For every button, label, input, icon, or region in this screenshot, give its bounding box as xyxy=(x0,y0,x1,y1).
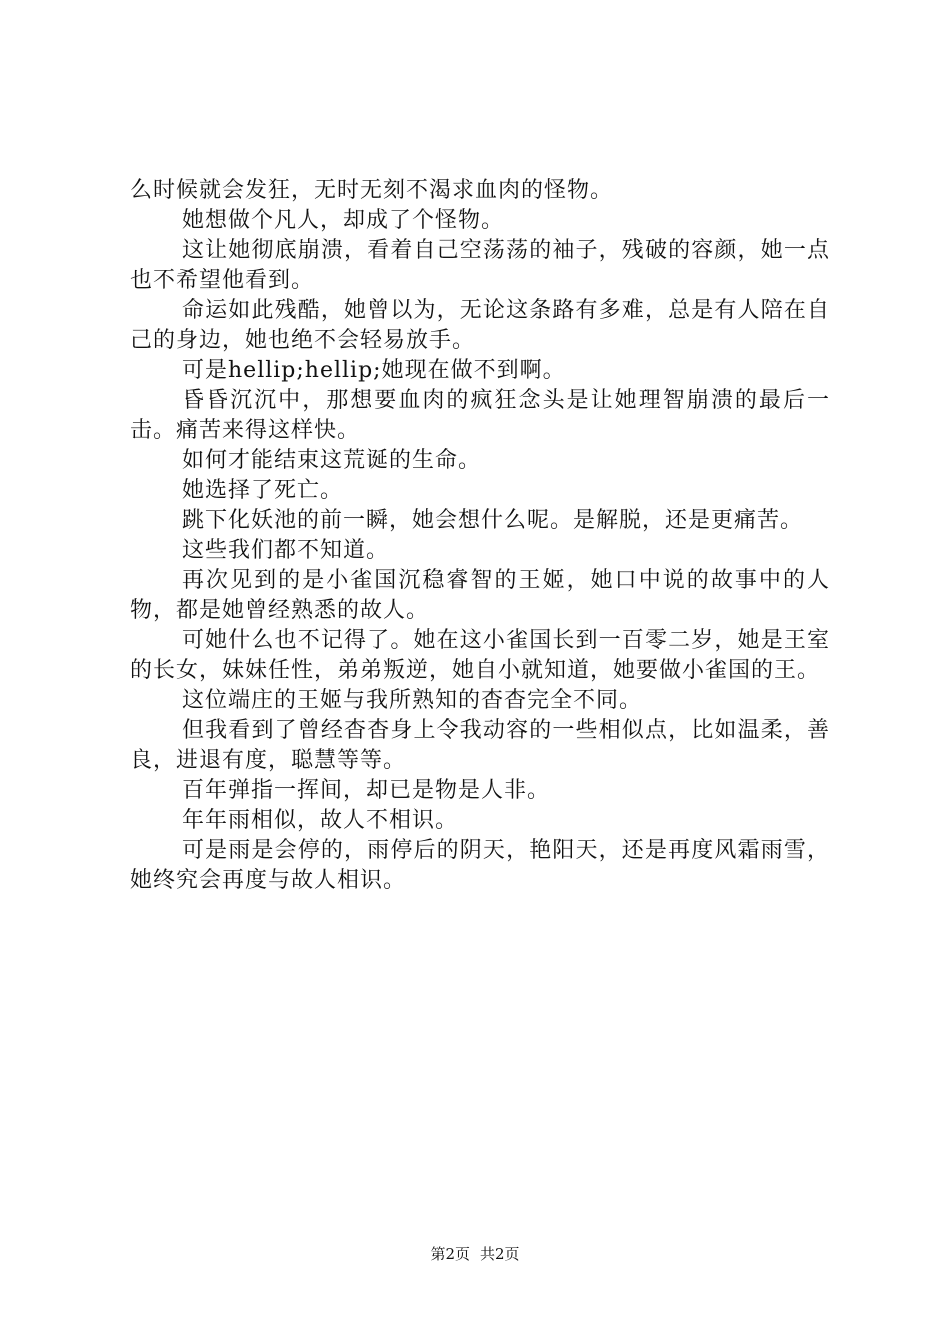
paragraph: 百年弹指一挥间，却已是物是人非。 xyxy=(182,778,551,803)
paragraph: 可是hellip;hellip;她现在做不到啊。 xyxy=(182,358,566,383)
paragraph: 这位端庄的王姬与我所熟知的杳杳完全不同。 xyxy=(182,688,643,713)
paragraph: 跳下化妖池的前一瞬，她会想什么呢。是解脱，还是更痛苦。 xyxy=(182,508,804,533)
paragraph: 昏昏沉沉中，那想要血肉的疯狂念头是让她理智崩溃的最后一击。痛苦来得这样快。 xyxy=(130,388,830,443)
page-footer xyxy=(0,1244,950,1264)
paragraph: 再次见到的是小雀国沉稳睿智的王姬，她口中说的故事中的人物，都是她曾经熟悉的故人。 xyxy=(130,568,830,623)
paragraph: 命运如此残酷，她曾以为，无论这条路有多难，总是有人陪在自己的身边，她也绝不会轻易放手。 xyxy=(130,298,830,353)
paragraph: 年年雨相似，故人不相识。 xyxy=(182,808,459,833)
paragraph: 么时候就会发狂，无时无刻不渴求血肉的怪物。 xyxy=(130,178,614,203)
paragraph: 她选择了死亡。 xyxy=(182,478,344,503)
page-total: 共2页 xyxy=(480,1245,520,1263)
paragraph: 她想做个凡人，却成了个怪物。 xyxy=(182,208,505,233)
paragraph: 可她什么也不记得了。她在这小雀国长到一百零二岁，她是王室的长女，妹妹任性，弟弟叛逆，她自小就知道，她要做小雀国的王。 xyxy=(130,628,830,683)
paragraph: 这让她彻底崩溃，看着自己空荡荡的袖子，残破的容颜，她一点也不希望他看到。 xyxy=(130,238,830,293)
document-body xyxy=(130,176,830,896)
page-number: 第2页 xyxy=(430,1245,470,1263)
paragraph: 可是雨是会停的，雨停后的阴天，艳阳天，还是再度风霜雨雪，她终究会再度与故人相识。 xyxy=(130,838,830,893)
paragraph: 这些我们都不知道。 xyxy=(182,538,390,563)
paragraph: 如何才能结束这荒诞的生命。 xyxy=(182,448,482,473)
paragraph: 但我看到了曾经杳杳身上令我动容的一些相似点，比如温柔，善良，进退有度，聪慧等等。 xyxy=(130,718,830,773)
